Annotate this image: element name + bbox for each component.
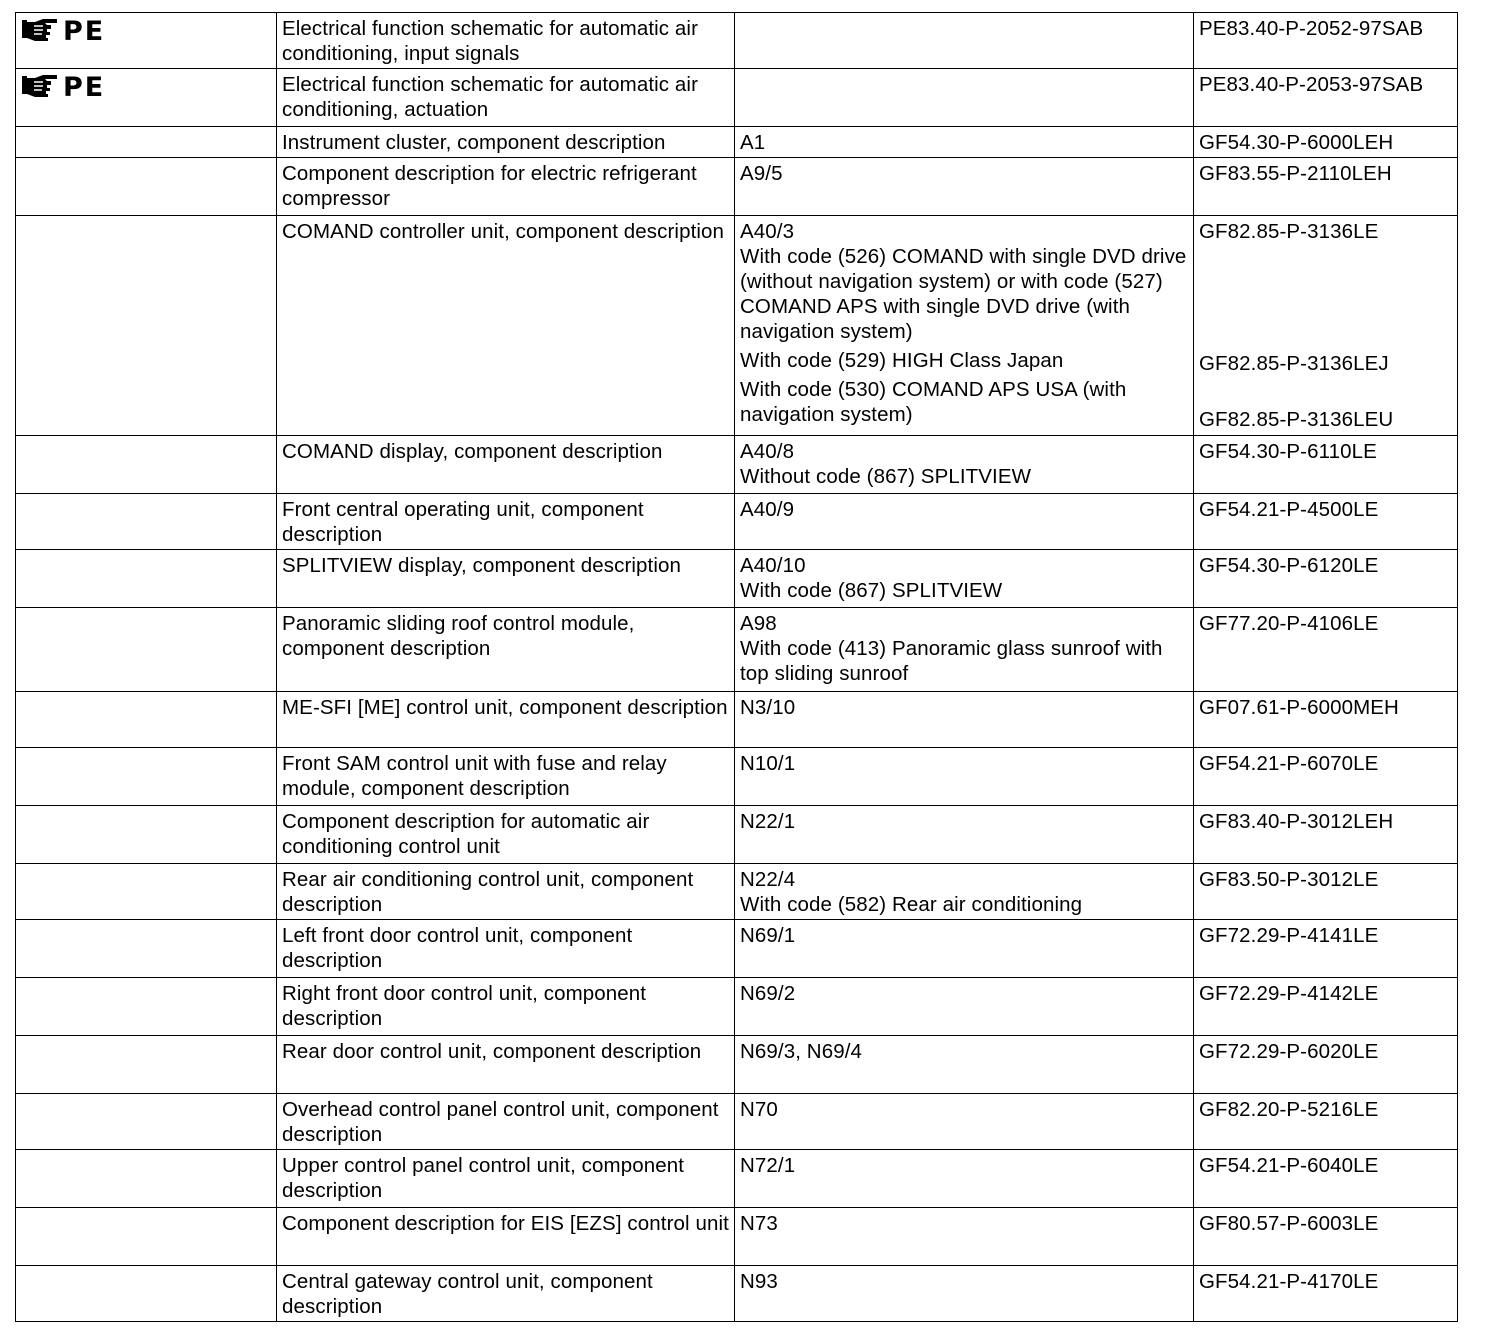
marker-cell [16,69,277,127]
table-row [16,1150,1458,1208]
document-number-cell [1194,436,1458,494]
marker-cell [16,806,277,864]
description-text: COMAND controller unit, component description [282,220,725,243]
table-row [16,978,1458,1036]
marker-cell [16,920,277,978]
description-text: Right front door control unit, component description [282,982,647,1030]
description-text: Rear air conditioning control unit, component description [282,868,694,916]
description-text: Component description for automatic air conditioning control unit [282,810,650,858]
component-code-cell [735,748,1194,806]
marker-cell [16,1150,277,1208]
component-code-cell [735,1094,1194,1150]
document-number-cell [1194,748,1458,806]
pe-link[interactable] [21,72,105,102]
description-cell [277,494,735,550]
description-cell [277,69,735,127]
component-code-cell [735,806,1194,864]
component-code: A1 [740,131,766,154]
document-number-cell [1194,1036,1458,1094]
table-body [16,13,1458,1322]
document-link[interactable]: PE83.40-P-2053-97SAB [1199,73,1424,96]
document-link[interactable]: GF54.30-P-6120LE [1199,554,1379,577]
code-condition: With code (526) COMAND with single DVD drive (without navigation system) or with code (527) COMAND APS with single DVD drive (with navigation system) [740,245,1187,343]
pe-link[interactable] [21,16,105,46]
table-row [16,158,1458,216]
pointing-hand-icon [21,17,59,45]
component-code-cell [735,216,1194,436]
document-number-cell [1194,13,1458,69]
document-link[interactable]: GF82.20-P-5216LE [1199,1098,1379,1121]
component-code-cell [735,864,1194,920]
marker-cell [16,1036,277,1094]
table-row [16,1208,1458,1266]
description-text: Panoramic sliding roof control module, component description [282,612,635,660]
marker-cell [16,1208,277,1266]
description-text: ME-SFI [ME] control unit, component description [282,696,728,719]
component-code: N73 [740,1212,778,1235]
component-code-cell [735,1036,1194,1094]
description-text: Electrical function schematic for automatic air conditioning, actuation [282,73,699,121]
description-cell [277,692,735,748]
component-code-cell [735,13,1194,69]
component-code: A40/9 [740,498,795,521]
document-number-cell [1194,494,1458,550]
table-row [16,1266,1458,1322]
code-condition: Without code (867) SPLITVIEW [740,465,1032,488]
document-number-cell [1194,1266,1458,1322]
document-number-cell [1194,692,1458,748]
description-cell [277,1094,735,1150]
document-number-cell [1194,69,1458,127]
description-text: Component description for EIS [EZS] control unit [282,1212,729,1235]
document-number-cell [1194,550,1458,608]
document-link[interactable]: GF80.57-P-6003LE [1199,1212,1379,1235]
description-cell [277,13,735,69]
document-link[interactable]: GF54.21-P-6040LE [1199,1154,1379,1177]
table-row [16,494,1458,550]
description-text: Rear door control unit, component description [282,1040,702,1063]
pointing-hand-icon [21,73,59,101]
marker-cell [16,127,277,158]
description-cell [277,806,735,864]
description-cell [277,1266,735,1322]
code-condition: With code (530) COMAND APS USA (with navigation system) [740,378,1127,426]
component-code-cell [735,127,1194,158]
code-condition: With code (529) HIGH Class Japan [740,349,1064,372]
document-link[interactable]: PE83.40-P-2052-97SAB [1199,17,1424,40]
component-code-cell [735,978,1194,1036]
document-number-cell [1194,1150,1458,1208]
pe-label: PE [63,71,106,103]
document-link[interactable]: GF72.29-P-4141LE [1199,924,1379,947]
description-cell [277,920,735,978]
table-row [16,748,1458,806]
component-code-cell [735,158,1194,216]
component-code: N69/2 [740,982,796,1005]
code-condition: With code (582) Rear air conditioning [740,893,1083,916]
table-row [16,1036,1458,1094]
marker-cell [16,864,277,920]
table-row [16,806,1458,864]
marker-cell [16,13,277,69]
document-number-cell [1194,920,1458,978]
marker-cell [16,494,277,550]
component-code: N10/1 [740,752,796,775]
description-cell [277,978,735,1036]
document-number-cell [1194,806,1458,864]
component-code-cell [735,920,1194,978]
document-link[interactable]: GF54.30-P-6000LEH [1199,131,1394,154]
document-link[interactable]: GF54.21-P-4500LE [1199,498,1379,521]
description-cell [277,1208,735,1266]
document-link[interactable]: GF07.61-P-6000MEH [1199,696,1399,719]
description-text: Upper control panel control unit, component description [282,1154,685,1202]
marker-cell [16,550,277,608]
table-row [16,216,1458,436]
table-row [16,864,1458,920]
document-link[interactable]: GF83.50-P-3012LE [1199,868,1379,891]
description-text: Front SAM control unit with fuse and relay module, component description [282,752,667,800]
description-text: Front central operating unit, component description [282,498,644,546]
description-cell [277,216,735,436]
table-row [16,436,1458,494]
component-code: N69/1 [740,924,796,947]
description-cell [277,1036,735,1094]
code-condition: With code (867) SPLITVIEW [740,579,1003,602]
description-cell [277,1150,735,1208]
document-number-cell [1194,158,1458,216]
component-code: N22/1 [740,810,796,833]
marker-cell [16,608,277,692]
reference-table [15,12,1458,1322]
document-number-cell [1194,608,1458,692]
marker-cell [16,158,277,216]
component-code: N69/3, N69/4 [740,1040,862,1063]
component-code: N93 [740,1270,778,1293]
document-number-cell [1194,1094,1458,1150]
document-number-cell [1194,1208,1458,1266]
description-cell [277,550,735,608]
document-link[interactable]: GF54.30-P-6110LE [1199,440,1377,463]
component-code: A98 [740,612,777,635]
component-code-cell [735,1150,1194,1208]
component-code: A40/3 [740,220,795,243]
pe-label: PE [63,15,106,47]
document-link[interactable]: GF83.40-P-3012LEH [1199,810,1394,833]
description-text: SPLITVIEW display, component description [282,554,681,577]
marker-cell [16,692,277,748]
component-code: N72/1 [740,1154,796,1177]
code-condition: With code (413) Panoramic glass sunroof with top sliding sunroof [740,637,1163,685]
table-row [16,692,1458,748]
marker-cell [16,1266,277,1322]
description-text: Left front door control unit, component description [282,924,633,972]
description-cell [277,608,735,692]
table-row [16,1094,1458,1150]
description-cell [277,864,735,920]
marker-cell [16,436,277,494]
marker-cell [16,748,277,806]
description-cell [277,436,735,494]
document-link[interactable]: GF82.85-P-3136LEU [1199,408,1394,431]
table-row [16,608,1458,692]
component-code-cell [735,1266,1194,1322]
component-code-cell [735,436,1194,494]
document-link[interactable]: GF83.55-P-2110LEH [1199,162,1392,185]
document-number-cell [1194,978,1458,1036]
marker-cell [16,216,277,436]
component-code-cell [735,494,1194,550]
document-link[interactable]: GF82.85-P-3136LE [1199,220,1379,243]
document-link[interactable]: GF72.29-P-6020LE [1199,1040,1379,1063]
component-code-cell [735,550,1194,608]
table-row [16,920,1458,978]
description-cell [277,748,735,806]
table-row [16,69,1458,127]
description-text: COMAND display, component description [282,440,663,463]
component-code: N3/10 [740,696,796,719]
description-cell [277,158,735,216]
description-text: Overhead control panel control unit, component description [282,1098,719,1146]
document-number-cell [1194,216,1458,436]
table-row [16,13,1458,69]
document-number-cell [1194,864,1458,920]
component-code: N22/4 [740,868,796,891]
component-code: A40/8 [740,440,795,463]
document-link[interactable]: GF54.21-P-6070LE [1199,752,1379,775]
description-text: Electrical function schematic for automatic air conditioning, input signals [282,17,699,65]
document-link[interactable]: GF77.20-P-4106LE [1199,612,1379,635]
description-text: Instrument cluster, component description [282,131,666,154]
description-text: Component description for electric refrigerant compressor [282,162,697,210]
document-link[interactable]: GF72.29-P-4142LE [1199,982,1379,1005]
component-code: A40/10 [740,554,806,577]
component-code-cell [735,1208,1194,1266]
component-code: A9/5 [740,162,783,185]
description-text: Central gateway control unit, component description [282,1270,653,1318]
component-code-cell [735,608,1194,692]
component-code-cell [735,69,1194,127]
component-code: N70 [740,1098,778,1121]
document-number-cell [1194,127,1458,158]
marker-cell [16,978,277,1036]
table-row [16,550,1458,608]
table-row [16,127,1458,158]
marker-cell [16,1094,277,1150]
document-link[interactable]: GF54.21-P-4170LE [1199,1270,1379,1293]
document-link[interactable]: GF82.85-P-3136LEJ [1199,352,1389,375]
description-cell [277,127,735,158]
component-code-cell [735,692,1194,748]
